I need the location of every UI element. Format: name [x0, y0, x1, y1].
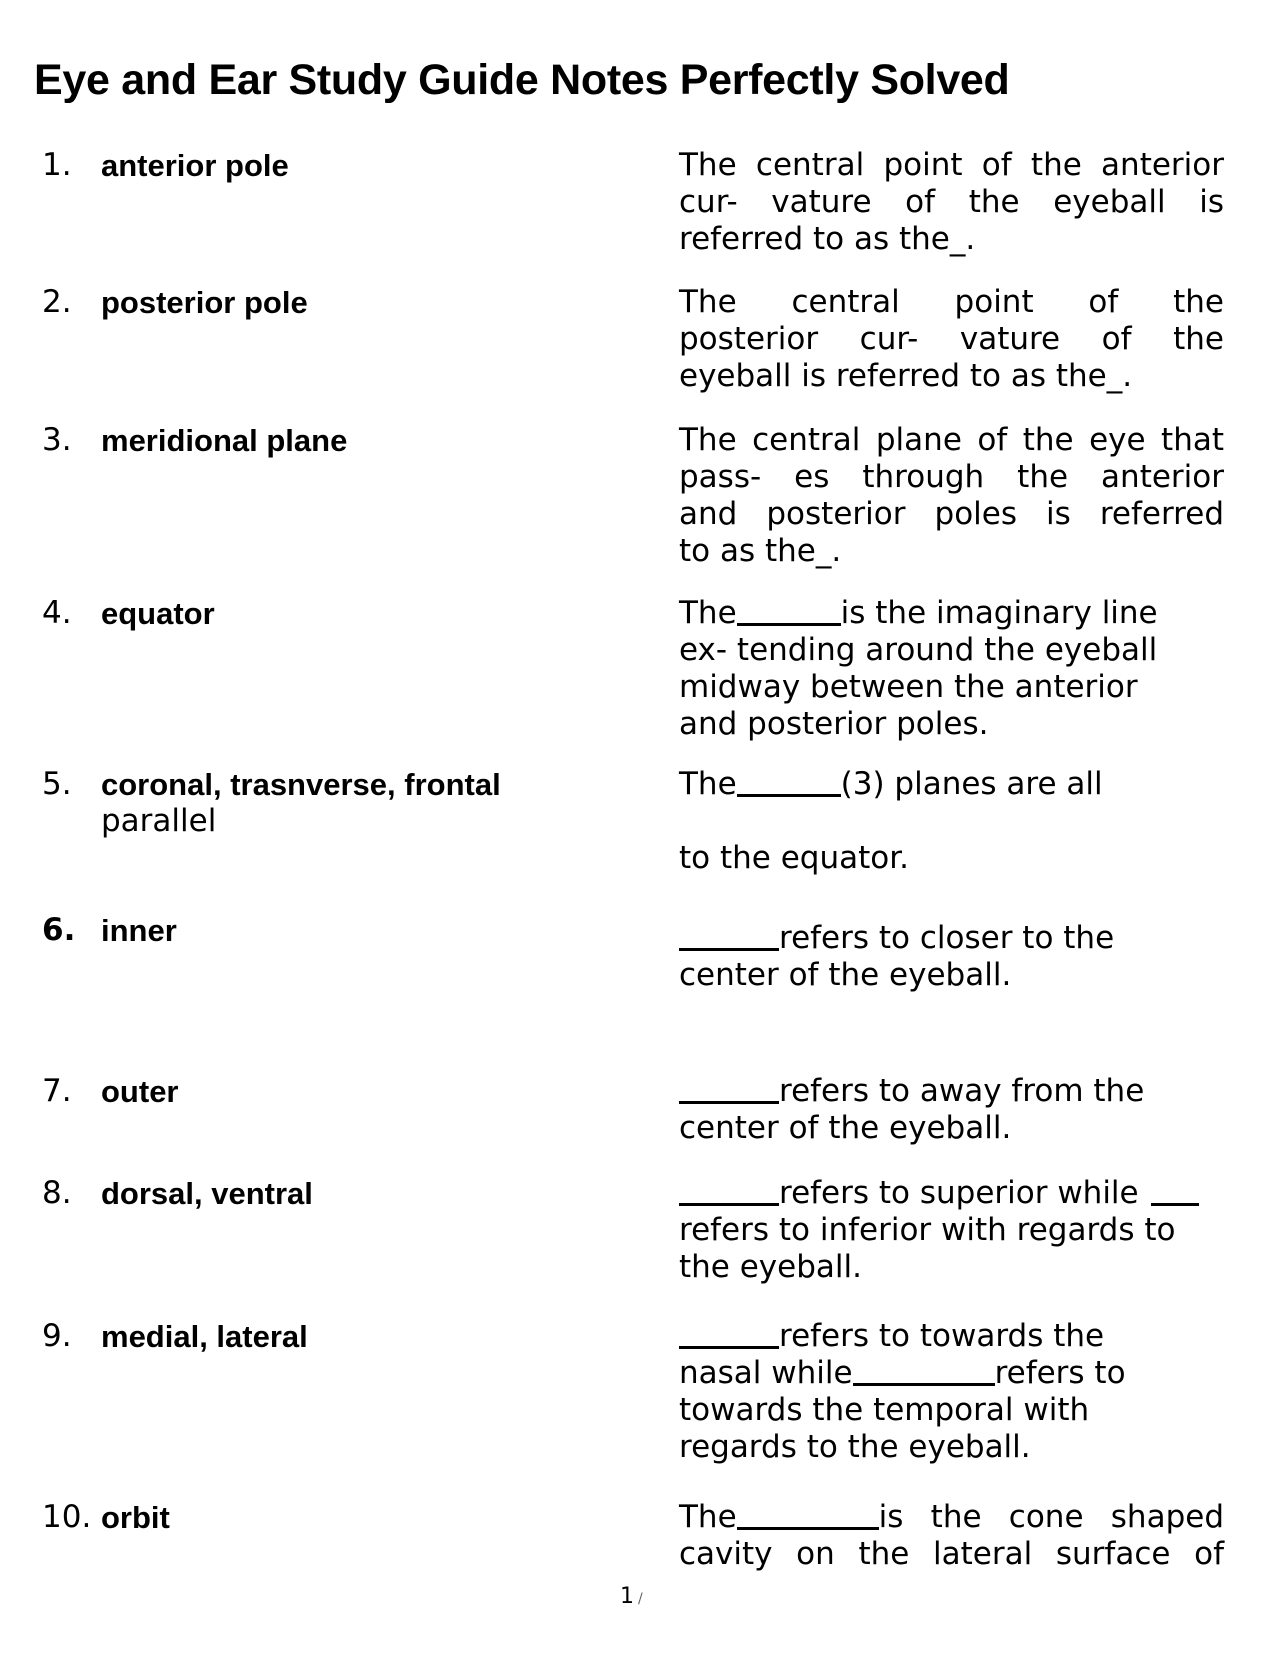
- item-term: medial, lateral: [101, 1319, 308, 1354]
- item-definition: The is the cone shaped cavity on the lateral surface of: [679, 1499, 1224, 1572]
- item-term: coronal, trasnverse, frontal: [101, 767, 501, 802]
- item-definition: refers to towards the nasal while refers to towards the temporal with regards to the eyeball.: [679, 1318, 1126, 1465]
- item-number: 5.: [42, 766, 72, 802]
- item-number: 4.: [42, 595, 72, 631]
- item-term-extra: parallel: [101, 803, 217, 839]
- item-definition: The central point of the posterior cur- vature of the eyeball is referred to as the_.: [679, 284, 1224, 394]
- item-number: 2.: [42, 284, 72, 320]
- item-number: 6.: [42, 912, 76, 948]
- page-number: 1 /: [620, 1584, 643, 1609]
- item-term: posterior pole: [101, 285, 308, 320]
- item-number: 1.: [42, 147, 72, 183]
- item-number: 10.: [42, 1499, 92, 1535]
- answer-blank: [679, 920, 779, 951]
- item-number: 9.: [42, 1318, 72, 1354]
- page-title: Eye and Ear Study Guide Notes Perfectly Solved: [34, 56, 1010, 104]
- item-term: orbit: [101, 1500, 170, 1535]
- item-term: outer: [101, 1074, 179, 1109]
- answer-blank: [679, 1318, 779, 1349]
- answer-blank: [737, 766, 841, 797]
- item-number: 3.: [42, 422, 72, 458]
- item-definition: The (3) planes are all to the equator.: [679, 766, 1103, 876]
- item-definition: The central point of the anterior cur- vature of the eyeball is referred to as the_.: [679, 147, 1224, 257]
- answer-blank: [679, 1073, 779, 1104]
- item-definition: refers to away from the center of the eyeball.: [679, 1073, 1145, 1146]
- item-term: inner: [101, 913, 177, 948]
- item-definition: The central plane of the eye that pass- es through the anterior and posterior poles is referred to as the_.: [679, 422, 1224, 569]
- item-definition: The is the imaginary line ex- tending around the eyeball midway between the anterior and posterior poles.: [679, 595, 1158, 742]
- item-definition: refers to superior while refers to inferior with regards to the eyeball.: [679, 1175, 1224, 1286]
- item-definition: refers to closer to the center of the eyeball.: [679, 920, 1115, 993]
- item-term: equator: [101, 596, 215, 631]
- item-number: 8.: [42, 1175, 72, 1211]
- item-term: dorsal, ventral: [101, 1176, 313, 1211]
- answer-blank: [1151, 1175, 1199, 1206]
- answer-blank: [853, 1355, 995, 1386]
- answer-blank: [737, 595, 841, 626]
- item-term: meridional plane: [101, 423, 348, 458]
- answer-blank: [737, 1499, 879, 1530]
- item-term: anterior pole: [101, 148, 289, 183]
- item-number: 7.: [42, 1073, 72, 1109]
- answer-blank: [679, 1175, 779, 1206]
